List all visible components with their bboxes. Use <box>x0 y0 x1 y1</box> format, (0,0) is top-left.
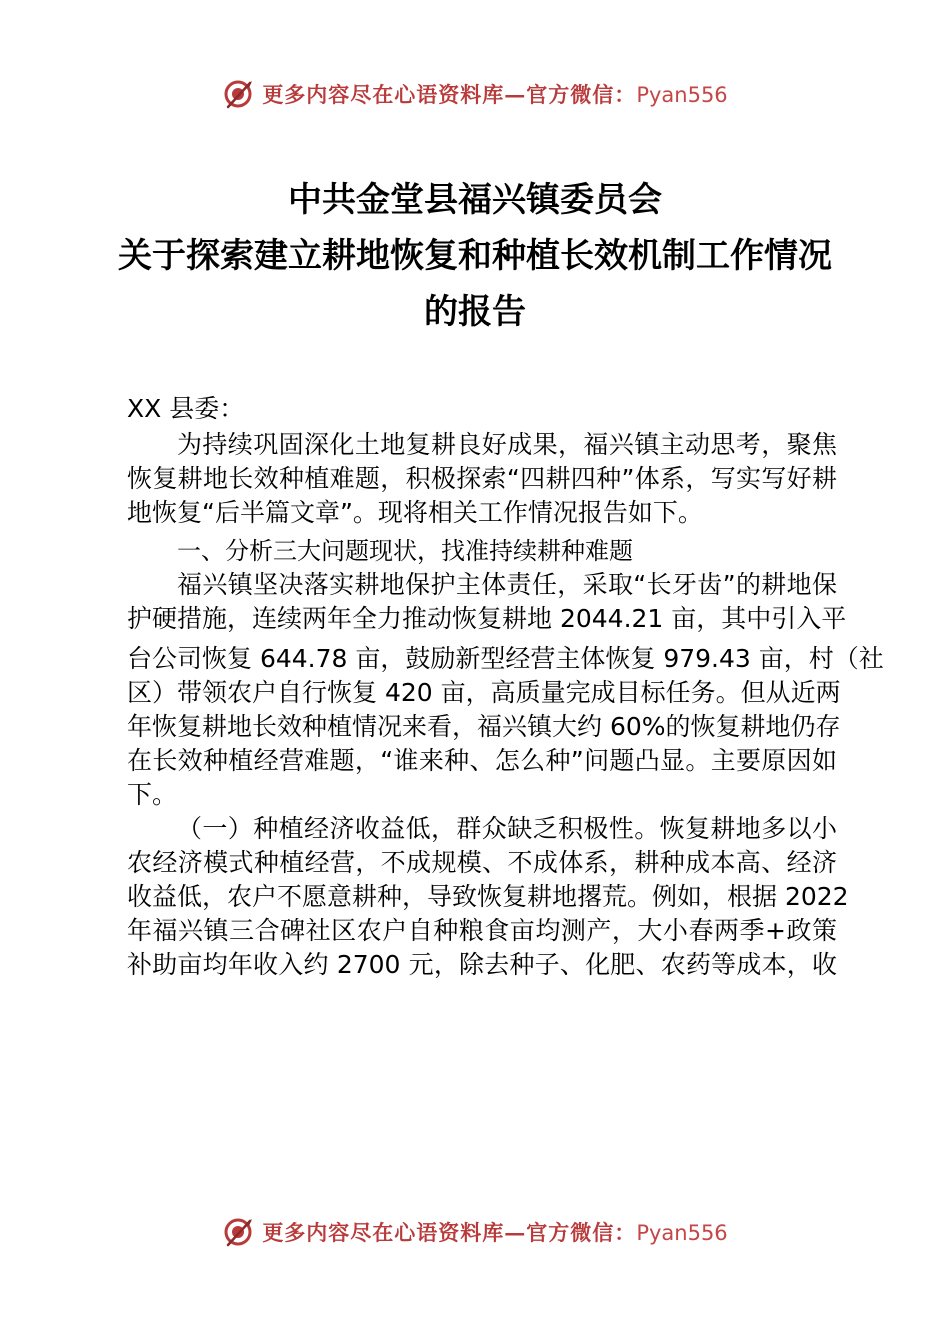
title-line-1: 中共金堂县福兴镇委员会 <box>288 180 662 220</box>
watermark-header <box>0 74 950 114</box>
paragraph-line: 年恢复耕地长效种植情况来看，福兴镇大约 60%的恢复耕地仍存 <box>127 712 841 741</box>
title-line-3: 的报告 <box>424 292 526 332</box>
paragraph-line: 在长效种植经营难题，“谁来种、怎么种”问题凸显。主要原因如 <box>127 746 837 775</box>
watermark-wechat-id: Pyan556 <box>636 1221 728 1245</box>
paragraph-line: 为持续巩固深化土地复耕良好成果，福兴镇主动思考，聚焦 <box>177 430 837 459</box>
paragraph-line: 护硬措施，连续两年全力推动恢复耕地 2044.21 亩，其中引入平 <box>127 604 847 633</box>
watermark-text: 更多内容尽在心语资料库—官方微信： <box>262 82 637 107</box>
paragraph-line: 恢复耕地长效种植难题，积极探索“四耕四种”体系，写实写好耕 <box>127 464 837 493</box>
section-heading: 一、分析三大问题现状，找准持续耕种难题 <box>177 537 633 565</box>
paragraph-line: 年福兴镇三合碑社区农户自种粮食亩均测产，大小春两季+政策 <box>127 916 837 945</box>
pen-logo-icon <box>222 77 256 111</box>
paragraph-line: 收益低，农户不愿意耕种，导致恢复耕地撂荒。例如，根据 2022 <box>127 882 849 911</box>
salutation: XX 县委： <box>127 394 245 423</box>
watermark-text: 更多内容尽在心语资料库—官方微信： <box>262 1220 637 1245</box>
title-line-2: 关于探索建立耕地恢复和种植长效机制工作情况 <box>118 236 832 276</box>
watermark-wechat-id: Pyan556 <box>636 83 728 107</box>
paragraph-line: 福兴镇坚决落实耕地保护主体责任，采取“长牙齿”的耕地保 <box>177 570 837 599</box>
pen-logo-icon <box>222 1215 256 1249</box>
watermark-footer <box>0 1212 950 1252</box>
subsection-heading-line: （一）种植经济收益低，群众缺乏积极性。恢复耕地多以小 <box>177 814 837 843</box>
paragraph-line: 下。 <box>127 780 178 809</box>
paragraph-line: 补助亩均年收入约 2700 元，除去种子、化肥、农药等成本，收 <box>127 950 837 979</box>
paragraph-line: 农经济模式种植经营，不成规模、不成体系，耕种成本高、经济 <box>127 848 837 877</box>
paragraph-line: 地恢复“后半篇文章”。现将相关工作情况报告如下。 <box>127 498 703 527</box>
paragraph-line: 区）带领农户自行恢复 420 亩，高质量完成目标任务。但从近两 <box>127 678 841 707</box>
paragraph-line: 台公司恢复 644.78 亩，鼓励新型经营主体恢复 979.43 亩，村（社 <box>127 644 884 673</box>
